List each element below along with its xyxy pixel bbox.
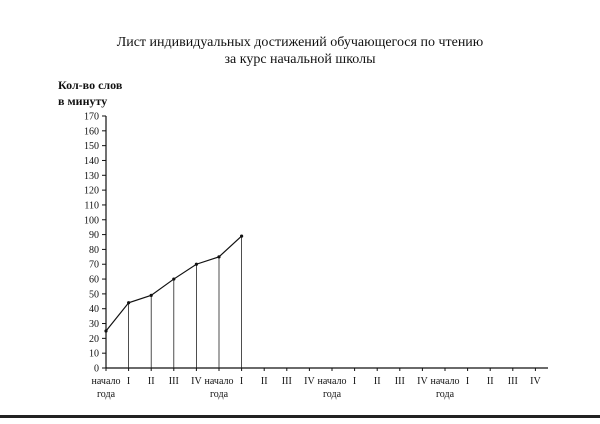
data-point	[195, 263, 198, 266]
data-point	[127, 301, 130, 304]
x-tick-label: II	[147, 376, 155, 387]
x-tick-label: IV	[417, 376, 428, 387]
y-tick-label: 60	[89, 274, 99, 286]
x-tick-label: I	[465, 376, 470, 387]
chart-subtitle: за курс начальной школы	[224, 52, 376, 67]
x-tick-label: начало	[317, 376, 347, 387]
x-tick-label: IV	[191, 376, 202, 387]
x-tick-label: начало	[430, 376, 460, 387]
y-tick-label: 140	[84, 155, 99, 167]
y-tick-label: 120	[84, 185, 99, 197]
y-tick-label: 40	[89, 304, 99, 316]
y-tick-label: 10	[89, 348, 99, 360]
y-tick-label: 80	[89, 244, 99, 256]
y-tick-label: 70	[89, 259, 99, 271]
x-tick-label: II	[260, 376, 268, 387]
y-tick-label: 20	[89, 333, 99, 345]
y-tick-label: 110	[84, 200, 99, 212]
y-tick-label: 150	[84, 141, 99, 153]
x-tick-sublabel: года	[435, 389, 455, 400]
data-point	[217, 255, 220, 258]
x-tick-label: I	[352, 376, 357, 387]
x-tick-label: I	[239, 376, 244, 387]
chart-title: Лист индивидуальных достижений обучающегося по чтению	[116, 35, 484, 50]
y-tick-label: 100	[84, 215, 99, 227]
x-tick-label: II	[486, 376, 494, 387]
y-tick-label: 170	[84, 111, 99, 123]
x-tick-label: начало	[204, 376, 234, 387]
y-axis-label-line-1: Кол-во слов	[58, 78, 123, 92]
x-tick-label: III	[394, 376, 405, 387]
x-tick-label: II	[373, 376, 381, 387]
x-tick-label: III	[168, 376, 179, 387]
data-point	[240, 234, 243, 237]
data-point	[150, 294, 153, 297]
y-tick-label: 50	[89, 289, 99, 301]
bottom-divider	[0, 415, 600, 418]
y-tick-label: 0	[94, 363, 99, 375]
y-tick-label: 90	[89, 230, 99, 242]
x-tick-label: I	[126, 376, 131, 387]
x-tick-label: III	[507, 376, 518, 387]
y-axis-label-line-2: в минуту	[58, 94, 108, 108]
x-tick-label: начало	[91, 376, 121, 387]
x-tick-sublabel: года	[209, 389, 229, 400]
x-tick-label: IV	[530, 376, 541, 387]
x-tick-sublabel: года	[322, 389, 342, 400]
data-point	[172, 277, 175, 280]
y-tick-label: 160	[84, 126, 99, 138]
x-tick-label: IV	[304, 376, 315, 387]
x-tick-sublabel: года	[96, 389, 116, 400]
x-tick-label: III	[281, 376, 292, 387]
y-tick-label: 30	[89, 319, 99, 331]
y-tick-label: 130	[84, 170, 99, 182]
data-point	[104, 329, 107, 332]
